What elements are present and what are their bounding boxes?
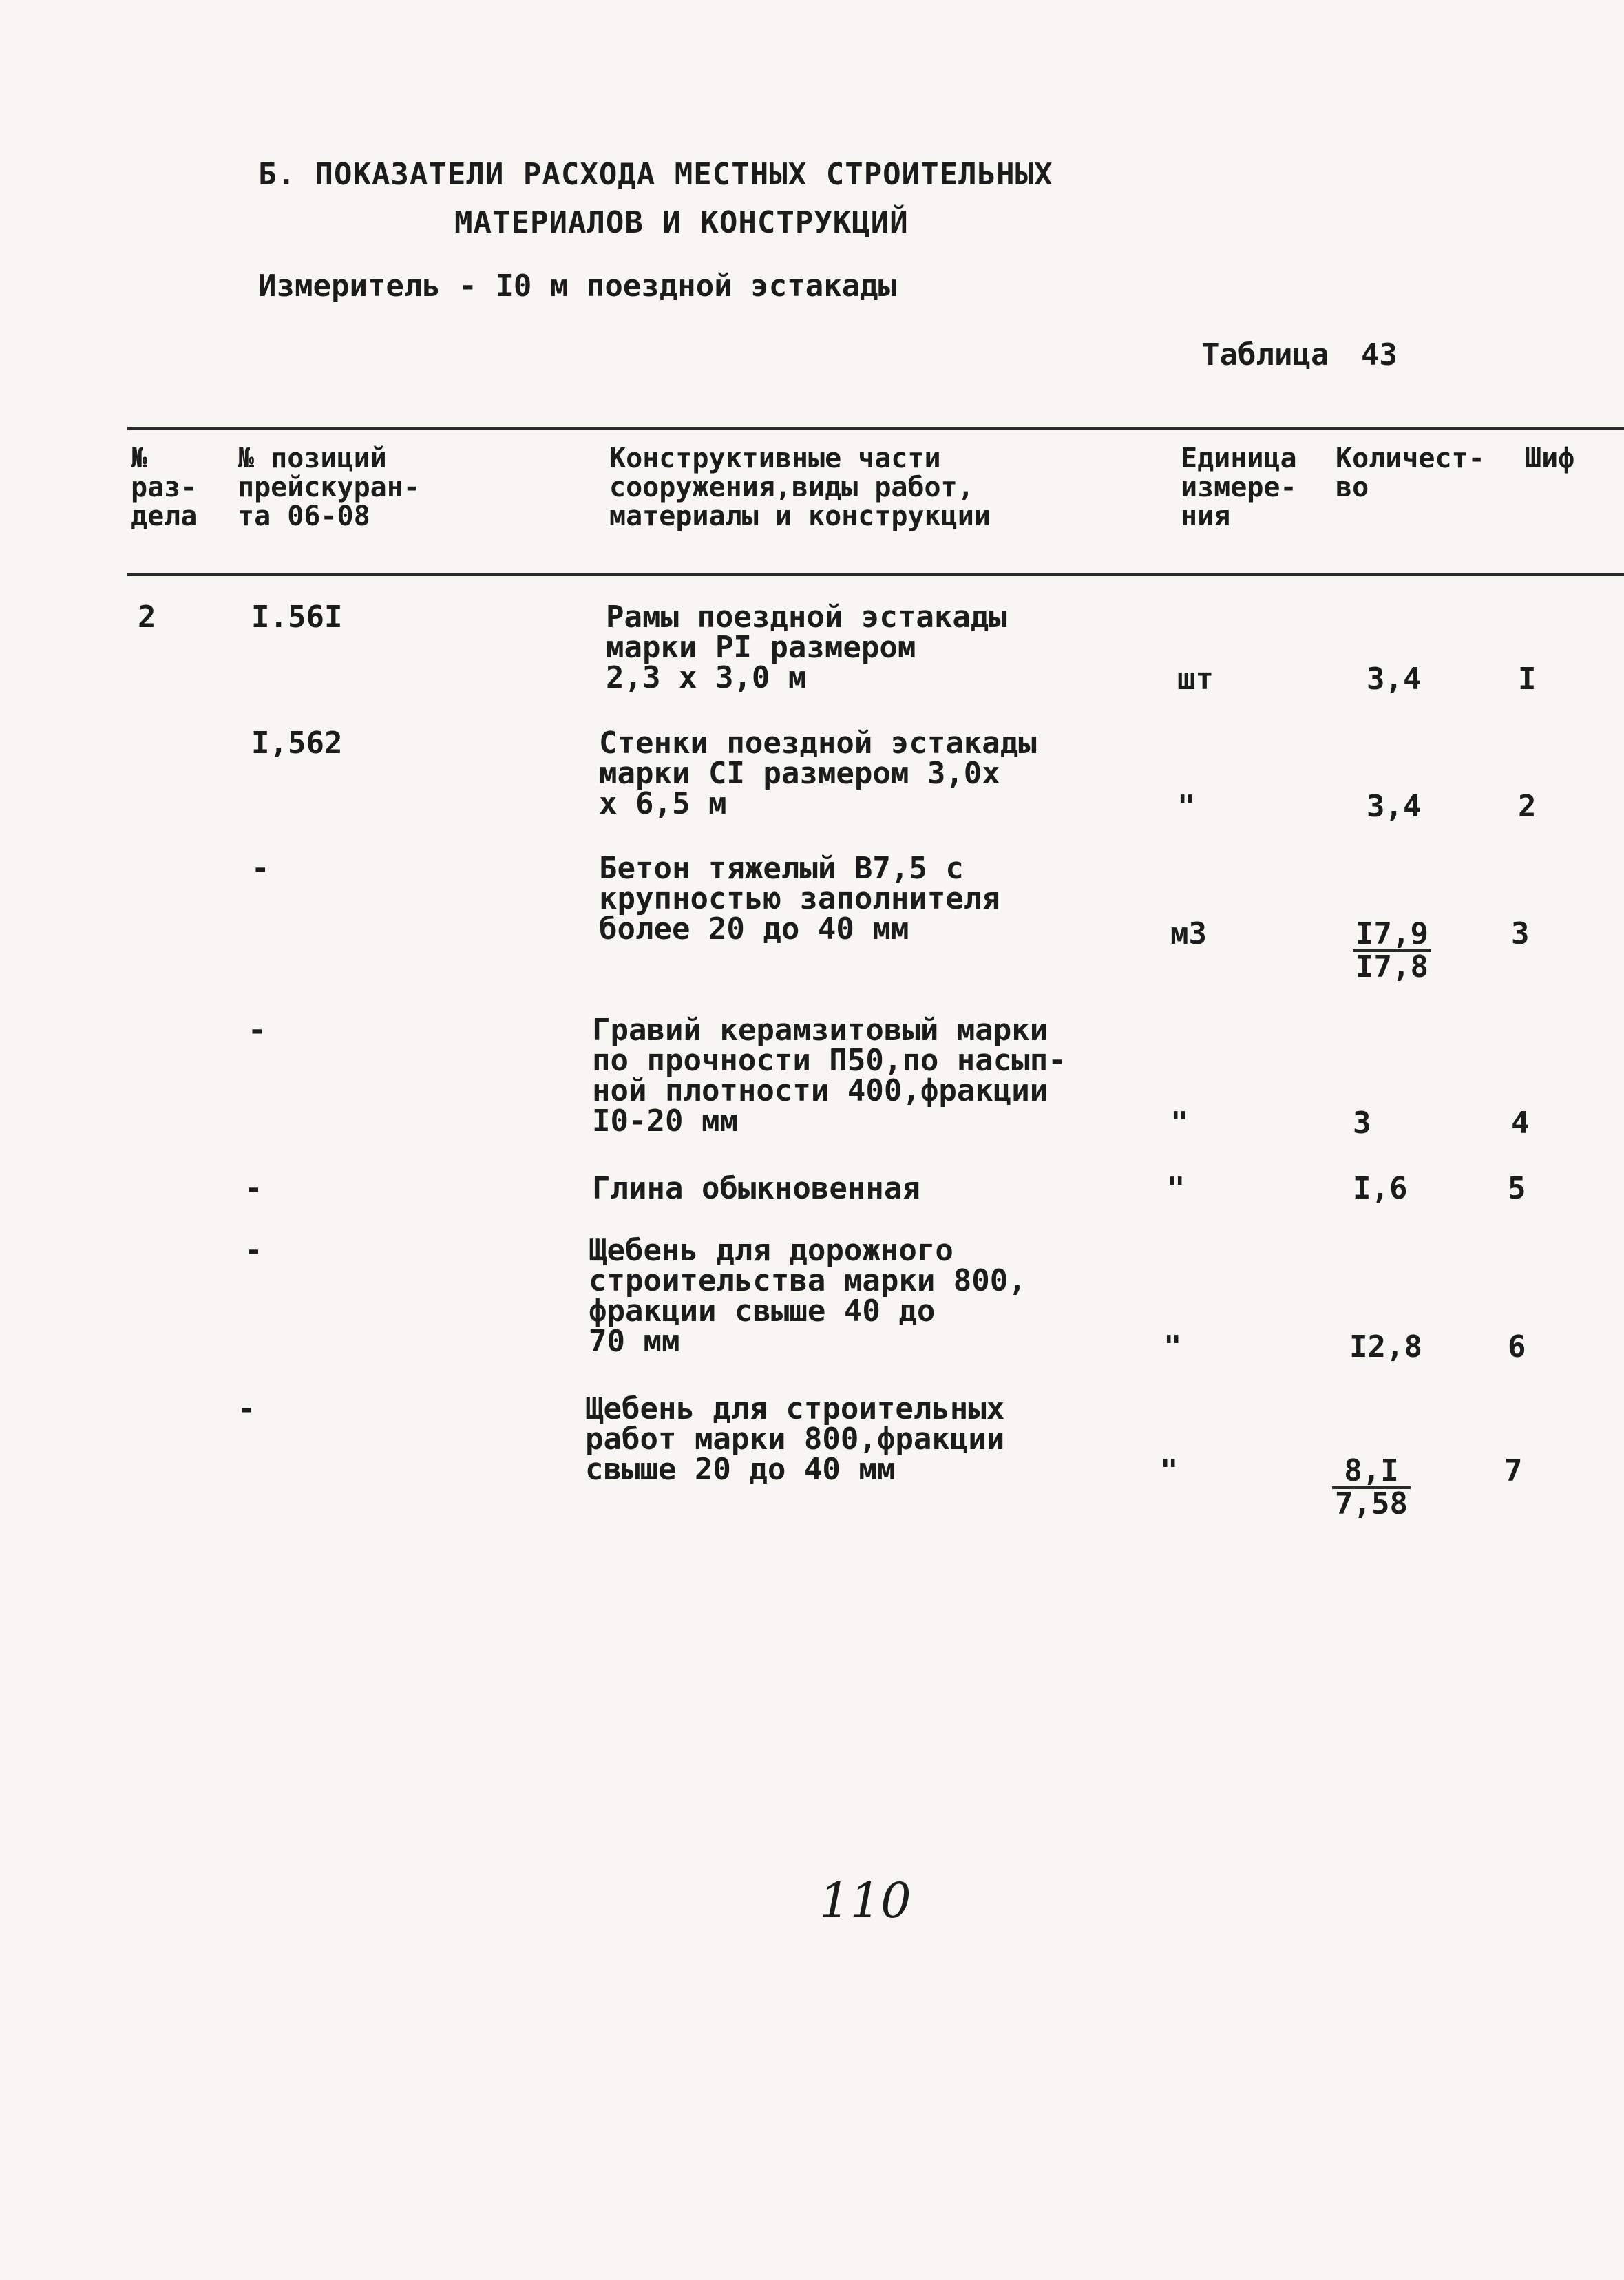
page-number: 110 (819, 1872, 911, 1929)
qty-fraction (1353, 916, 1431, 984)
col-header-parts (609, 444, 991, 531)
row-qty: I,6 (1353, 1171, 1408, 1206)
row-unit: " (1160, 1453, 1179, 1488)
col-header-position (238, 444, 420, 531)
row-unit: " (1177, 789, 1196, 824)
row-description-line: более 20 до 40 мм (599, 911, 909, 947)
col-header-section (131, 444, 197, 531)
col-header-qty-line: Количест- (1336, 443, 1485, 474)
col-header-position-line: № позиций (238, 443, 387, 474)
title-line-1: Б. ПОКАЗАТЕЛИ РАСХОДА МЕСТНЫХ СТРОИТЕЛЬНЫХ (258, 157, 1053, 192)
row-qty: 3,4 (1367, 789, 1422, 824)
row-description-line: Щебень для строительных (585, 1391, 1005, 1426)
row-description-line: марки PI размером (606, 630, 916, 665)
row-unit: " (1163, 1329, 1182, 1364)
row-description-line: фракции свыше 40 до (589, 1294, 936, 1329)
row-description-line: Глина обыкновенная (592, 1171, 920, 1206)
row-position: - (238, 1391, 256, 1426)
row-description-line: работ марки 800,фракции (585, 1422, 1005, 1457)
row-description (592, 1171, 920, 1206)
col-header-section-line: № (131, 443, 148, 474)
table-label (1201, 337, 1398, 372)
row-description-line: Бетон тяжелый В7,5 с (599, 851, 964, 886)
row-position: - (244, 1233, 263, 1268)
col-header-unit-line: Единица (1181, 443, 1297, 474)
row-description (599, 851, 1000, 947)
row-description-line: строительства марки 800, (589, 1263, 1026, 1298)
row-description (606, 602, 1007, 693)
row-description-line: 70 мм (589, 1324, 680, 1359)
row-description-line: х 6,5 м (599, 786, 727, 821)
row-code: 5 (1508, 1171, 1526, 1206)
col-header-code (1525, 444, 1574, 473)
col-header-parts-line: материалы и конструкции (609, 500, 991, 532)
row-description (592, 1015, 1066, 1137)
row-description-line: крупностью заполнителя (599, 881, 1000, 916)
row-unit: " (1167, 1171, 1185, 1206)
col-header-position-line: прейскуран- (238, 472, 420, 503)
row-section: 2 (138, 600, 156, 635)
col-header-unit-line: ния (1181, 500, 1231, 532)
row-description-line: 2,3 х 3,0 м (606, 660, 807, 695)
row-unit: м3 (1170, 916, 1207, 951)
row-unit: шт (1177, 662, 1214, 697)
row-qty: 3 (1353, 1106, 1371, 1141)
row-description-line: Гравий керамзитовый марки (592, 1013, 1048, 1048)
row-code: I (1518, 662, 1537, 697)
row-description (589, 1233, 1026, 1359)
col-header-section-line: раз- (131, 472, 198, 503)
row-description-line: ной плотности 400,фракции (592, 1073, 1048, 1108)
row-qty: I2,8 (1349, 1329, 1422, 1364)
table-label-text: Таблица (1201, 337, 1329, 372)
row-position: I.56I (251, 600, 343, 635)
table-number: 43 (1360, 337, 1398, 372)
row-code: 4 (1511, 1106, 1530, 1141)
row-description-line: Рамы поездной эстакады (606, 600, 1007, 635)
row-description-line: по прочности П50,по насып- (592, 1043, 1066, 1078)
header-bottom-rule (127, 573, 1624, 576)
col-header-position-line: та 06-08 (238, 500, 370, 532)
row-qty: 3,4 (1367, 662, 1422, 697)
col-header-parts-line: сооружения,виды работ, (609, 472, 974, 503)
row-description-line: I0-20 мм (592, 1104, 738, 1139)
row-code: 2 (1518, 789, 1537, 824)
col-header-unit-line: измере- (1181, 472, 1297, 503)
row-description (585, 1391, 1005, 1487)
col-header-code-line: Шиф (1525, 443, 1575, 474)
row-code: 3 (1511, 916, 1530, 951)
qty-denominator: 7,58 (1335, 1486, 1408, 1521)
row-description (599, 728, 1037, 819)
col-header-qty (1336, 444, 1485, 502)
row-position: - (248, 1013, 266, 1048)
row-description-line: Стенки поездной эстакады (599, 726, 1037, 761)
row-description-line: марки CI размером 3,0х (599, 756, 1000, 791)
row-description-line: свыше 20 до 40 мм (585, 1452, 896, 1487)
qty-fraction (1332, 1453, 1411, 1521)
measure-line: Измеритель - I0 м поездной эстакады (258, 268, 897, 304)
row-qty (1332, 1453, 1411, 1521)
row-code: 7 (1504, 1453, 1523, 1488)
row-position: - (244, 1171, 263, 1206)
qty-numerator: I7,9 (1353, 919, 1431, 952)
table-top-rule (127, 427, 1624, 430)
row-unit: " (1170, 1106, 1189, 1141)
col-header-unit (1181, 444, 1297, 531)
col-header-qty-line: во (1336, 472, 1369, 503)
title-line-2: МАТЕРИАЛОВ И КОНСТРУКЦИЙ (454, 205, 909, 240)
row-position: - (251, 851, 270, 886)
col-header-section-line: дела (131, 500, 198, 532)
qty-denominator: I7,8 (1356, 949, 1428, 984)
qty-numerator: 8,I (1332, 1456, 1411, 1489)
row-qty (1353, 916, 1431, 984)
col-header-parts-line: Конструктивные части (609, 443, 941, 474)
row-position: I,562 (251, 726, 343, 761)
row-description-line: Щебень для дорожного (589, 1233, 953, 1268)
row-code: 6 (1508, 1329, 1526, 1364)
